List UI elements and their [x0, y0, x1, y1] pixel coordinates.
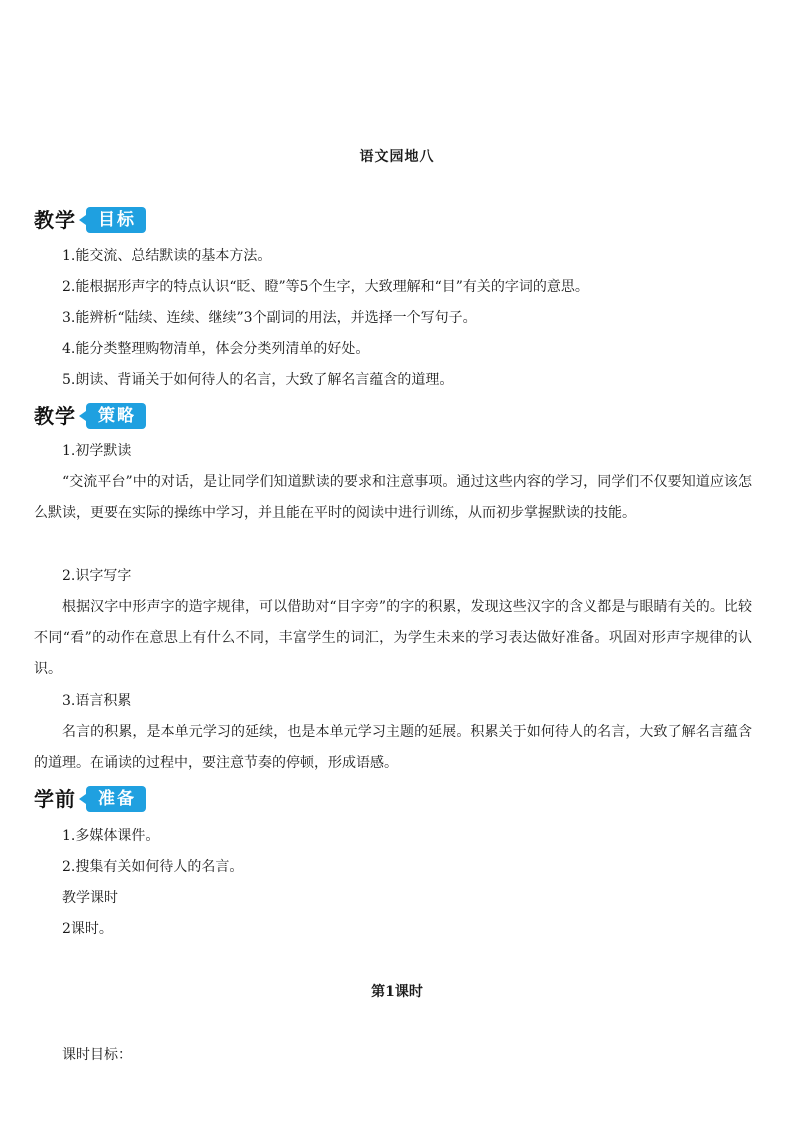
section-header-prep — [34, 785, 146, 813]
goal-item-4: 4.能分类整理购物清单，体会分类列清单的好处。 — [62, 341, 370, 357]
prep-label-hours: 教学课时 — [62, 890, 118, 906]
section-header-goals-prefix: 教学 — [34, 208, 76, 232]
strategy-paragraph-3: 名言的积累，是本单元学习的延续，也是本单元学习主题的延展。积累关于如何待人的名言，大致了解名言蕴含的道理。在诵读的过程中，要注意节奏的停顿，形成语感。 — [34, 724, 752, 771]
goal-item-1: 1.能交流、总结默读的基本方法。 — [62, 248, 272, 264]
strategy-subheading-3: 3.语言积累 — [62, 693, 132, 709]
prep-value-hours: 2课时。 — [62, 921, 113, 937]
strategy-paragraph-2: 根据汉字中形声字的造字规律，可以借助对“目字旁”的字的积累，发现这些汉字的含义都是与眼睛有关的。比较不同“看”的动作在意思上有什么不同，丰富学生的词汇，为学生未来的学习表达做好准备。巩固对形声字规律的认识。 — [34, 599, 752, 677]
document-title: 语文园地八 — [359, 149, 435, 165]
strategy-subheading-2: 2.识字写字 — [62, 568, 132, 584]
prep-item-1: 1.多媒体课件。 — [62, 828, 160, 844]
goal-item-3: 3.能辨析“陆续、连续、继续”3个副词的用法，并选择一个写句子。 — [62, 310, 477, 326]
section-header-strategy-tag: 策略 — [86, 403, 146, 429]
prep-item-2: 2.搜集有关如何待人的名言。 — [62, 859, 244, 875]
section-header-prep-tag: 准备 — [86, 786, 146, 812]
goal-item-5: 5.朗读、背诵关于如何待人的名言，大致了解名言蕴含的道理。 — [62, 372, 454, 388]
section-header-goals — [34, 206, 146, 234]
strategy-subheading-1: 1.初学默读 — [62, 443, 132, 459]
section-header-goals-tag: 目标 — [86, 207, 146, 233]
lesson-title: 第1课时 — [371, 984, 423, 1000]
section-header-strategy-prefix: 教学 — [34, 404, 76, 428]
section-header-prep-prefix: 学前 — [34, 787, 76, 811]
goal-item-2: 2.能根据形声字的特点认识“眨、瞪”等5个生字，大致理解和“目”有关的字词的意思。 — [62, 279, 589, 295]
strategy-paragraph-1: “交流平台”中的对话，是让同学们知道默读的要求和注意事项。通过这些内容的学习，同学们不仅要知道应该怎么默读，更要在实际的操练中学习，并且能在平时的阅读中进行训练，从而初步掌握默读的技能。 — [34, 474, 752, 521]
section-header-strategy — [34, 402, 146, 430]
lesson-goal-label: 课时目标： — [62, 1047, 132, 1063]
